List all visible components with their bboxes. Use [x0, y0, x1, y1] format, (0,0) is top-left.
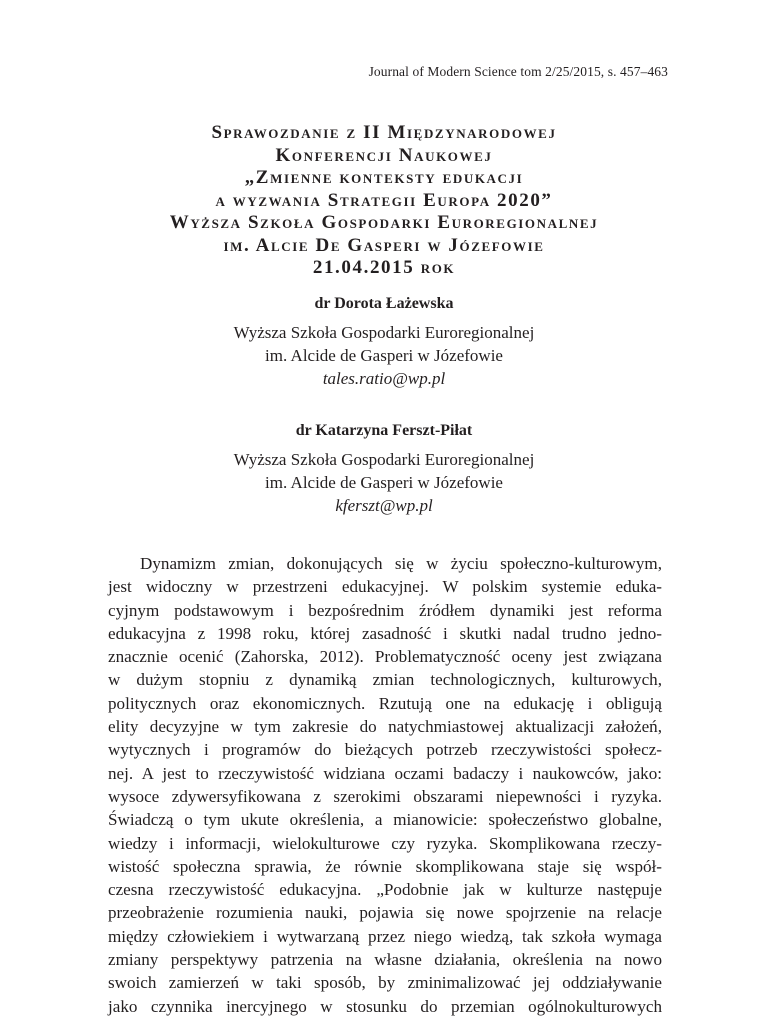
article-title	[80, 122, 688, 280]
title-line: Sprawozdanie z II Międzynarodowej	[211, 122, 557, 143]
body-line: wistość społeczna sprawia, że równie skomplikowana staje się współ-	[108, 856, 662, 876]
body-line: cyjnym podstawowym i bezpośrednim źródłem dynamiki jest reforma	[108, 600, 662, 620]
body-line: Świadczą o tym ukute określenia, a mianowicie: społeczeństwo globalne,	[108, 810, 662, 830]
body-line: wysoce zdywersyfikowana z szerokimi obszarami niepewności i ryzyka.	[108, 786, 662, 806]
body-line: wiedzy i informacji, wielokulturowe czy ryzyka. Skomplikowana rzeczy-	[108, 833, 662, 853]
body-line: czesna rzeczywistość edukacyjna. „Podobnie jak w kulturze następuje	[108, 880, 662, 900]
running-head: Journal of Modern Science tom 2/25/2015, s. 457–463	[368, 64, 668, 79]
author-email[interactable]: tales.ratio@wp.pl	[322, 369, 446, 388]
title-line: im. Alcie De Gasperi w Józefowie	[223, 234, 545, 256]
author-name: dr Katarzyna Ferszt-Piłat	[295, 422, 473, 439]
title-line: Wyższa Szkoła Gospodarki Euroregionalnej	[169, 212, 599, 233]
body-line: znacznie ocenić (Zahorska, 2012). Problematyczność oceny jest związana	[108, 647, 662, 667]
author-affiliation-line1: Wyższa Szkoła Gospodarki Euroregionalnej	[233, 323, 535, 342]
author-affiliation-line1: Wyższa Szkoła Gospodarki Euroregionalnej	[233, 450, 535, 469]
body-line: wytycznych i programów do bieżących potrzeb rzeczywistości społecz-	[108, 740, 662, 760]
title-line: „Zmienne konteksty edukacji	[244, 167, 524, 188]
title-line: 21.04.2015 rok	[312, 257, 456, 278]
body-line: politycznych oraz ekonomicznych. Rzutują one na edukację i obligują	[108, 693, 662, 713]
body-line: nej. A jest to rzeczywistość widziana oczami badaczy i naukowców, jako:	[108, 763, 662, 783]
title-line: a wyzwania Strategii Europa 2020”	[215, 189, 553, 211]
author-block-2	[80, 419, 688, 517]
body-line: edukacyjna z 1998 roku, której zasadność i skutki nadal trudno jedno-	[108, 623, 662, 643]
body-line: w dużym stopniu z dynamiką zmian technologicznych, kulturowych,	[108, 670, 662, 690]
author-block-1	[80, 292, 688, 390]
body-line: elity decyzyjne w tym zakresie do natychmiastowej aktualizacji założeń,	[108, 717, 662, 737]
author-affiliation-line2: im. Alcide de Gasperi w Józefowie	[265, 346, 503, 365]
body-line: jest widoczny w przestrzeni edukacyjnej. W polskim systemie eduka-	[108, 577, 662, 597]
author-affiliation-line2: im. Alcide de Gasperi w Józefowie	[265, 473, 503, 492]
body-paragraph	[108, 552, 662, 1018]
body-line: przeobrażenie rozumienia nauki, pojawia się nowe spojrzenie na relacje	[108, 903, 662, 923]
author-email[interactable]: kferszt@wp.pl	[335, 496, 433, 515]
author-name: dr Dorota Łażewska	[314, 295, 454, 312]
body-line: swoich zamierzeń w taki sposób, by zminimalizować jej oddziaływanie	[108, 973, 662, 993]
body-line: jako czynnika inercyjnego w stosunku do przemian ogólnokulturowych	[108, 996, 662, 1016]
body-line: między człowiekiem i wytwarzaną przez niego wiedzą, tak szkoła wymaga	[108, 926, 662, 946]
body-line: zmiany perspektywy patrzenia na własne działania, określenia na nowo	[108, 950, 662, 970]
title-line: Konferencji Naukowej	[275, 144, 493, 166]
body-line: Dynamizm zmian, dokonujących się w życiu społeczno-kulturowym,	[140, 554, 662, 573]
